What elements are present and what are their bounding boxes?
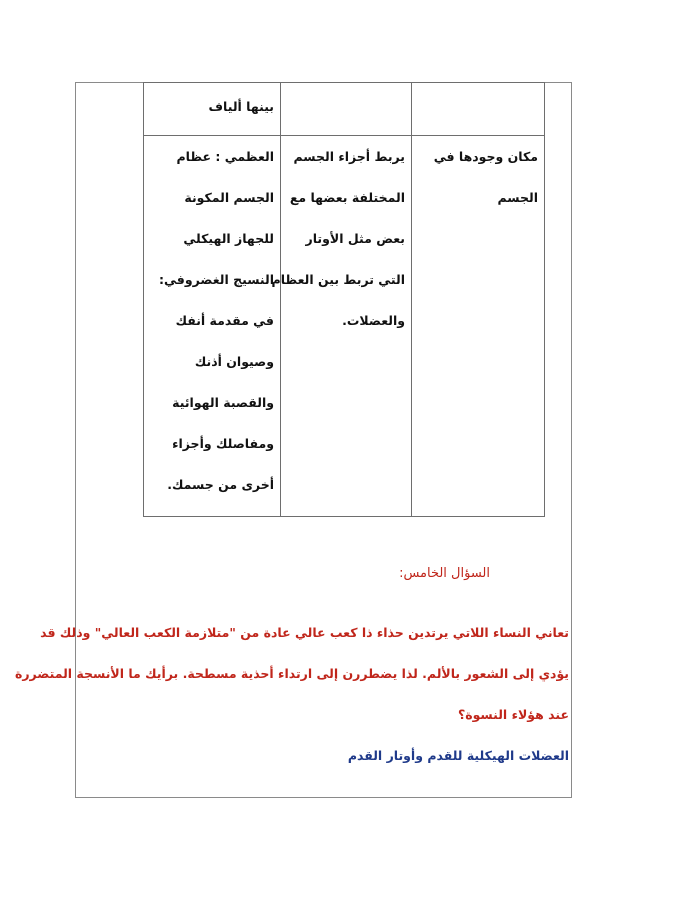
text-line: في مقدمة أنفك <box>175 313 274 328</box>
content-table <box>143 82 545 517</box>
text-line: عند هؤلاء النسوة؟ <box>457 707 569 722</box>
text-line: يؤدي إلى الشعور بالألم. لذا يضطررن إلى ارتداء أحذية مسطحة. برأيك ما الأنسجة المتضررة <box>14 666 569 681</box>
text-line: الجسم المكونة <box>184 190 274 205</box>
text-line: وصيوان أذنك <box>194 354 274 369</box>
text-line: يربط أجزاء الجسم <box>293 149 405 164</box>
table-cell <box>412 83 545 136</box>
text-line: التي تربط بين العظام <box>271 272 405 287</box>
text-line: النسيج الغضروفي: <box>159 272 274 287</box>
table-cell <box>412 136 545 517</box>
text-line: ومفاصلك وأجزاء <box>172 436 274 451</box>
table-cell <box>144 136 281 517</box>
text-line: الجسم <box>497 190 538 205</box>
question-body <box>14 612 569 735</box>
text-line <box>287 86 405 127</box>
text-line <box>418 86 538 127</box>
table-row <box>144 83 545 136</box>
table-cell <box>271 136 412 517</box>
table-row <box>144 136 545 517</box>
text-line: بعض مثل الأوتار <box>305 231 405 246</box>
question-title: السؤال الخامس: <box>399 566 490 581</box>
answer-text: العضلات الهيكلية للقدم وأوتار القدم <box>347 748 569 763</box>
text-line: تعاني النساء اللاتي يرتدين حذاء ذا كعب عالي عادة من "متلازمة الكعب العالي" وذلك قد <box>40 625 569 640</box>
text-line: بينها ألياف <box>208 99 274 114</box>
text-line: المختلفة بعضها مع <box>289 190 405 205</box>
text-line: أخرى من جسمك. <box>167 477 274 492</box>
text-line: والقصبة الهوائية <box>172 395 274 410</box>
text-line: والعضلات. <box>342 313 405 328</box>
text-line: مكان وجودها في <box>433 149 538 164</box>
text-line: العظمي : عظام <box>176 149 274 164</box>
text-line: للجهاز الهيكلي <box>183 231 274 246</box>
table-cell <box>281 83 412 136</box>
table-cell <box>144 83 281 136</box>
